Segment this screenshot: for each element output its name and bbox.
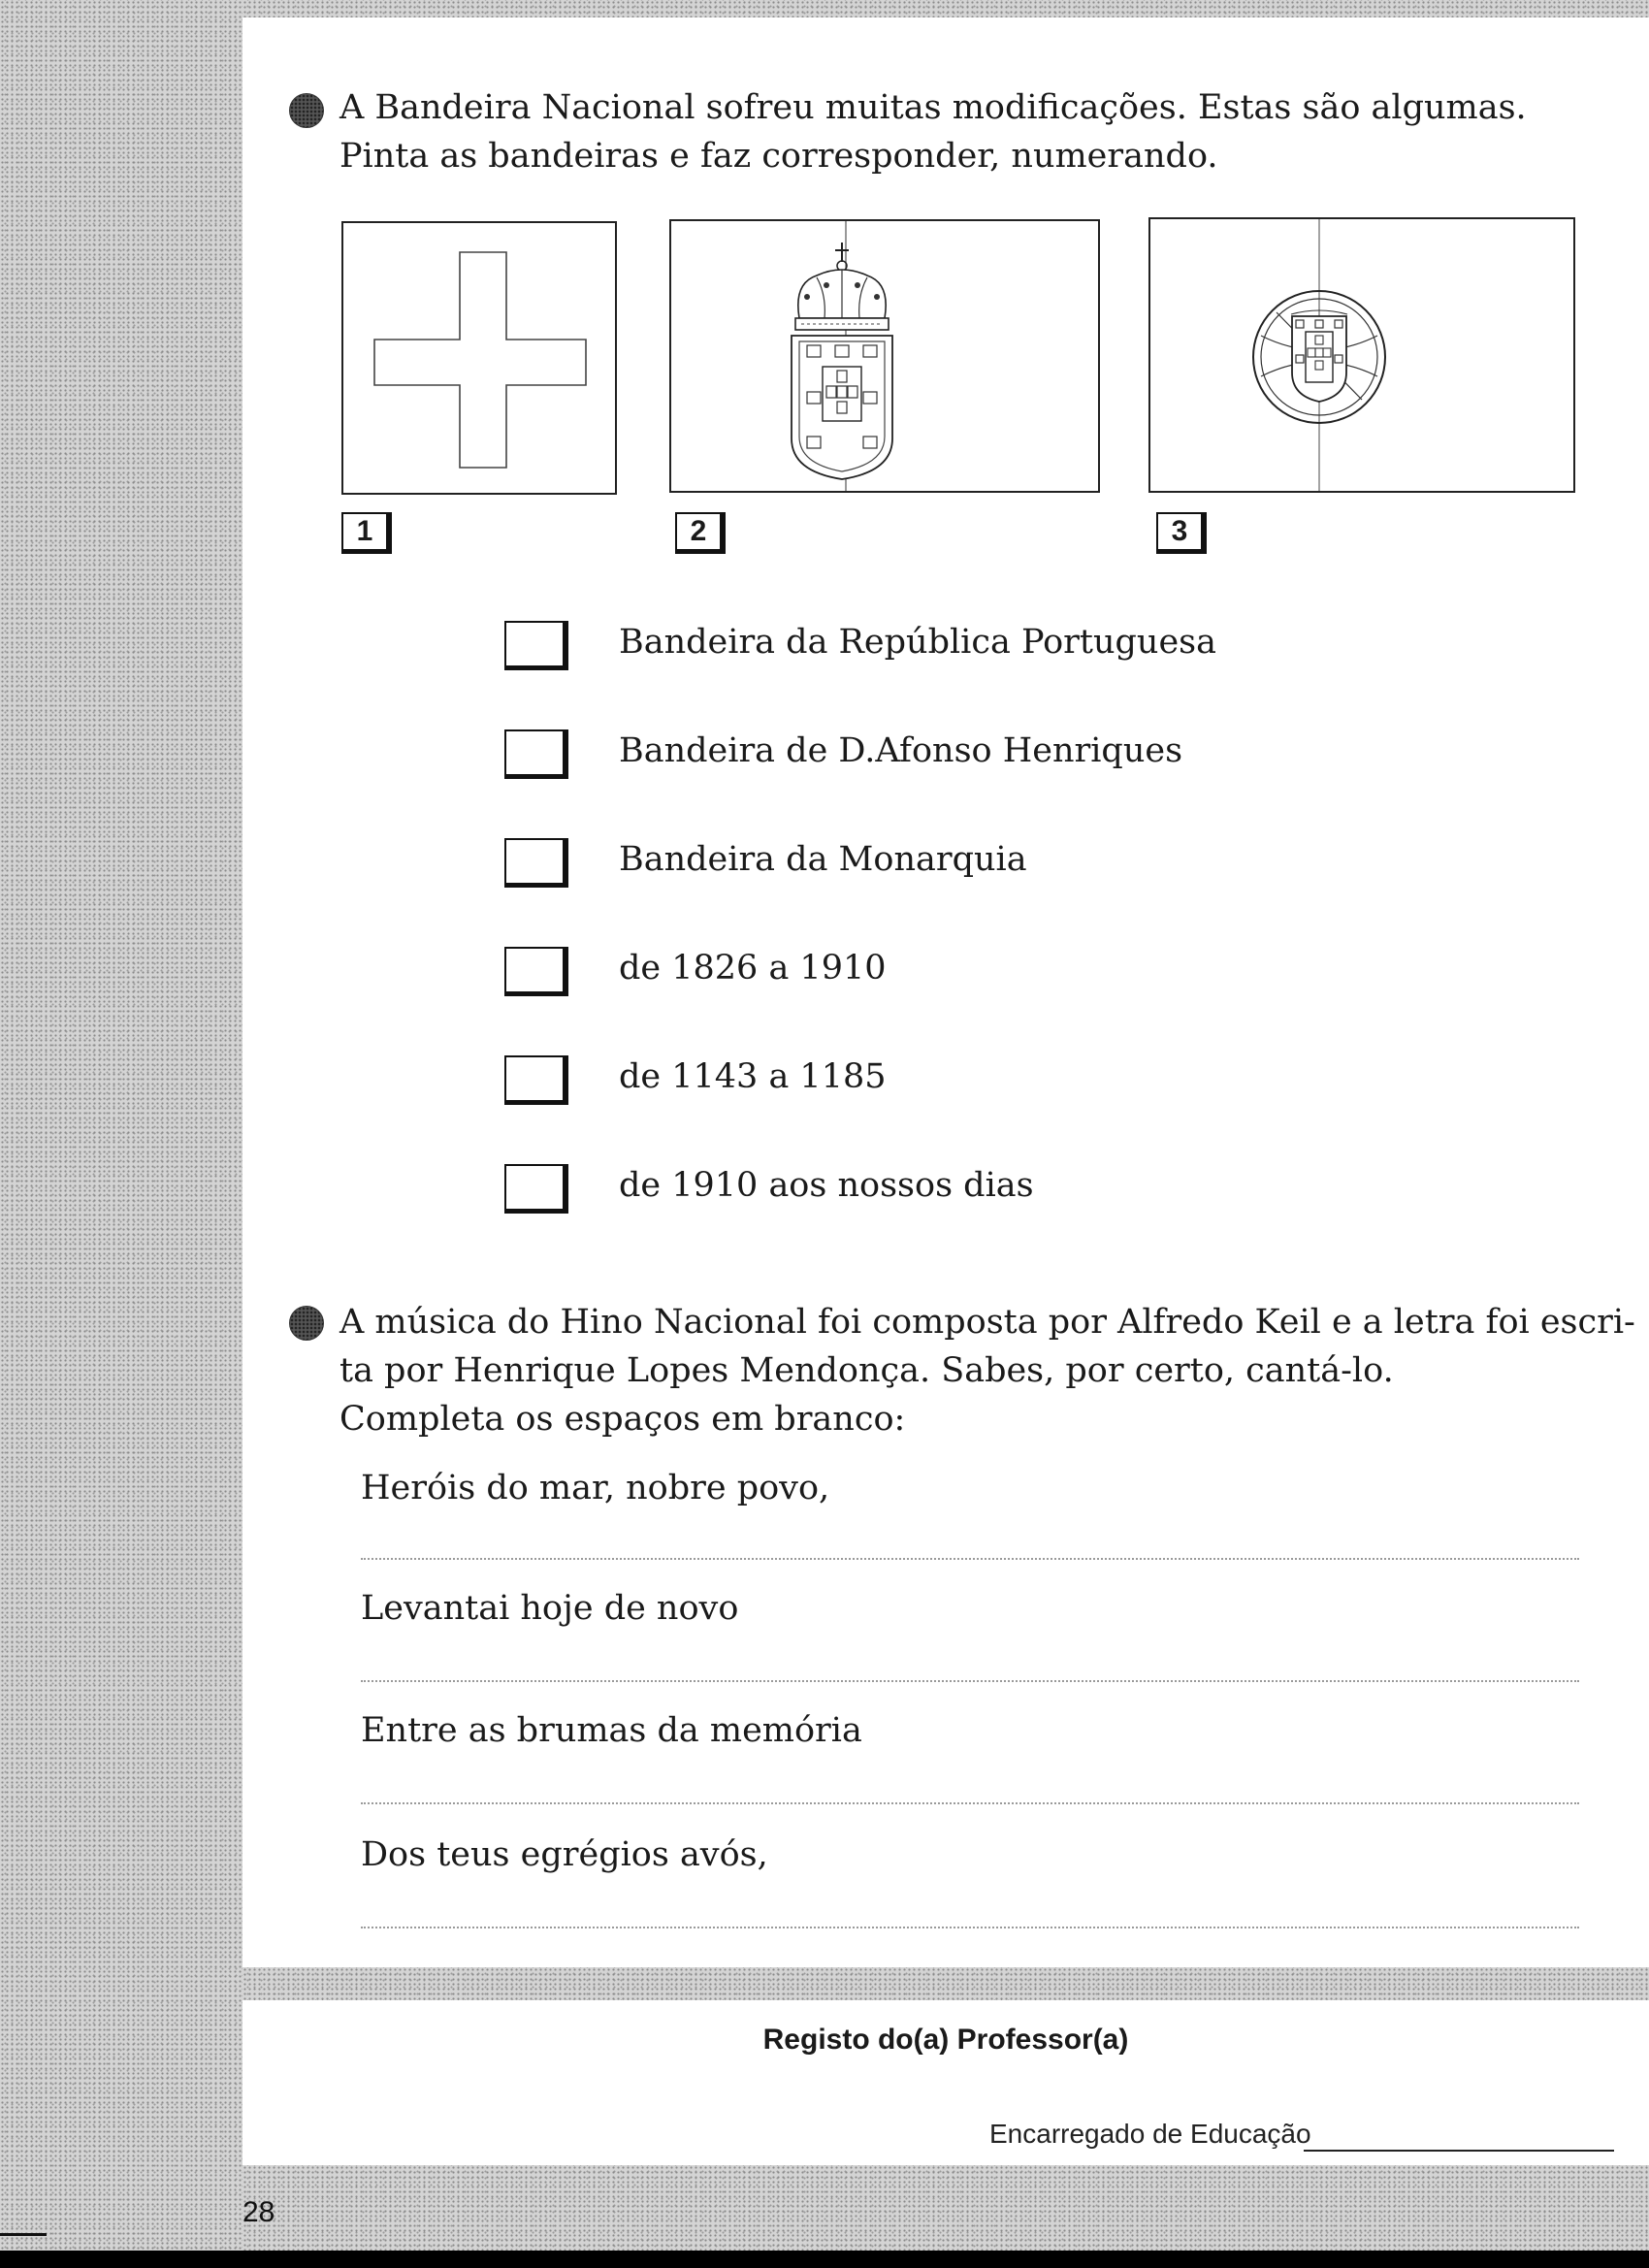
answer-line-3[interactable] [361,1802,1579,1804]
option-3-label: Bandeira da Monarquia [619,840,1027,879]
republic-armillary-sphere-icon [1150,219,1573,491]
flag-1[interactable] [341,221,617,495]
option-4-label: de 1826 a 1910 [619,949,887,988]
option-1-checkbox[interactable] [504,621,568,670]
monarchy-coat-of-arms-icon [671,221,1098,491]
lyric-line-3: Entre as brumas da memória [361,1711,862,1750]
option-6-checkbox[interactable] [504,1164,568,1214]
lyric-line-2: Levantai hoje de novo [361,1589,739,1628]
flag-3-number: 3 [1156,512,1207,554]
separator-halftone-band [242,1967,1649,2000]
question-16-bullet-icon [289,1306,324,1341]
lyric-line-4: Dos teus egrégios avós, [361,1835,768,1874]
option-6-label: de 1910 aos nossos dias [619,1166,1034,1205]
bottom-halftone-border [242,2165,1649,2251]
lyric-line-1: Heróis do mar, nobre povo, [361,1469,830,1507]
option-5-label: de 1143 a 1185 [619,1057,887,1096]
question-15-line-2: Pinta as bandeiras e faz corresponder, numerando. [340,137,1218,176]
page-number: 28 [242,2196,275,2228]
question-15-bullet-icon [289,93,324,128]
option-1-label: Bandeira da República Portuguesa [619,623,1216,662]
answer-line-2[interactable] [361,1680,1579,1682]
guardian-signature-line[interactable] [1304,2150,1614,2152]
answer-line-4[interactable] [361,1927,1579,1928]
option-5-checkbox[interactable] [504,1055,568,1105]
cross-flag-icon [343,223,615,493]
option-2-label: Bandeira de D.Afonso Henriques [619,731,1183,770]
answer-line-1[interactable] [361,1558,1579,1560]
flag-3[interactable] [1148,217,1575,493]
flag-1-number: 1 [341,512,392,554]
option-4-checkbox[interactable] [504,947,568,996]
flag-2-number: 2 [675,512,726,554]
flag-2[interactable] [669,219,1100,493]
option-2-checkbox[interactable] [504,729,568,779]
question-16-line-3: Completa os espaços em branco: [340,1400,906,1439]
teacher-record-label: Registo do(a) Professor(a) [762,2024,1129,2056]
question-15-line-1: A Bandeira Nacional sofreu muitas modificações. Estas são algumas. [340,88,1527,127]
left-tick-line [0,2233,47,2236]
bottom-rule [0,2251,1649,2268]
option-3-checkbox[interactable] [504,838,568,888]
top-halftone-border [242,0,1649,17]
left-halftone-border [0,0,242,2268]
guardian-label: Encarregado de Educação [989,2119,1311,2149]
question-16-line-2: ta por Henrique Lopes Mendonça. Sabes, por certo, cantá-lo. [340,1351,1394,1390]
question-16-line-1: A música do Hino Nacional foi composta por Alfredo Keil e a letra foi escri- [340,1303,1635,1342]
